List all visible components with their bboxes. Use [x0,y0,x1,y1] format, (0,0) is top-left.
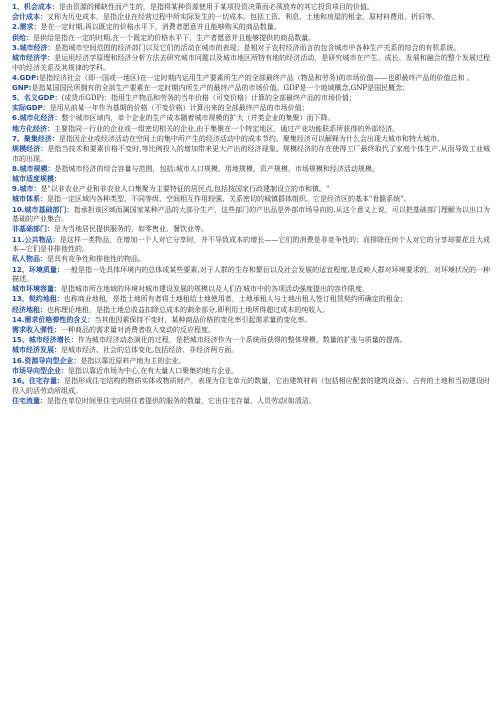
definition-text: 是指因企业或经济活动在空间上的集中所产生的经济活动中的成本节约。聚集经济可以解释为什么会出现大城市和特大城市。 [58,134,444,143]
definition-entry [12,206,490,225]
definition-entry [12,74,490,84]
definition-text: 是指城市所在地域的环境对城市建设发展的规模以及人们在城市中的各项活动强度提出的容许限度。 [61,285,369,294]
definition-text: 主要指同一行业的企业或一组密切相关的企业,由于集聚在一个特定地区，通过产业功能联系所获得的外部经济。 [54,124,400,133]
definition-text: 当其他因素保持不变时，某种商品价格的变化率引起需求量的变化率。 [94,315,312,324]
term-label: 城市环境容量： [12,285,61,294]
term-label: 8.城市规模： [12,164,55,173]
definition-text: 也称理论地租，是指土地总收益扣除总成本的剩余部分,即利用土地所得超过成本的纯收入。 [47,305,330,314]
term-label: 3.城市经济： [12,43,55,52]
definition-text: 是指在单位时间里住宅向居住者提供的服务的数量，它由住宅存量、人员劳动(如清洁、 [47,396,316,405]
definition-entry [12,367,490,377]
definition-text: (或货币GDP)：指用生产物品和劳务的当年价格（可变价格）计算的全部最终产品的市场价值； [61,94,356,103]
definition-text: 作为城市经济动态演化的过程，是把城市经济作为一个系统而获得的整体规模、数量的扩张与质量的提高。 [77,336,407,345]
definition-entry [12,84,490,94]
definition-entry [12,377,490,396]
definition-entry [12,13,490,23]
term-label: 12、环境质量： [12,265,64,274]
definition-entry [12,104,490,114]
definition-entry [12,346,490,356]
definition-entry [12,23,490,33]
definition-text: 是"以非农业产业和非农业人口集聚为主要特征的居民点,包括按国家行政建制设立的市和镇。" [40,185,330,194]
definition-text: 是指一定区域内各种类型、不同等级、空间相互作用较强、关系密切的城镇群体组织。它是经济区的基本"骨骼系统"。 [47,195,411,204]
definition-text: 指承担该区域而属国家某种产品的大部分生产，这些部门的产出品是外部市场导向的.从这个意义上说，可以把基础部门理解为以出口为基础的产业集合。 [12,205,490,224]
term-label: 5、名义GDP： [12,94,62,103]
term-label: 私人物品： [12,255,47,264]
definition-entry [12,185,490,195]
term-label: 9.城市： [12,185,41,194]
term-label: 16。住宅存量： [12,376,65,385]
definition-text: 是指当技术和要素价格不变时,等比例投入的增加带来更大产出的经济现象。规模经济的存在使得工厂最终取代了家庭个体生产,从而导致工业城市的出现。 [12,145,491,163]
term-label: 16.资源导向型企业： [12,356,81,365]
term-label: GNP: [12,83,32,92]
definition-text: 是在一定时期,再以既定的价格水平下，消费者愿意并且能够购买的商品数量。 [40,23,281,32]
definition-text: 是用从前某一年作为基期的价格（不变价格）计算出来的全部最终产品的市场价值； [49,104,309,113]
definition-entry [12,54,490,73]
definition-text: 整个城市区域内，单个企业的生产成本随着城市规模的扩大（并类企业的集聚）而下降。 [61,114,335,123]
definition-entry [12,295,490,305]
definition-entry [12,135,490,145]
definition-text: 也称商业地租，是指土地所有者将土地租给土地使用者，土地承租人与土地出租人签订租赁契约所确定的租金； [63,295,407,304]
definition-entry [12,44,490,54]
definition-entry [12,316,490,326]
term-label: 非基础部门： [12,225,54,234]
term-label: 供给： [12,33,33,42]
definition-text: 是指某国国民所拥有的全部生产要素在一定时期内所生产的最终产品的市场价值。GDP是一个地域概念,GNP是国民概念； [31,83,410,92]
definition-entry [12,195,490,205]
definition-entry [12,285,490,295]
term-label: 城市经济学： [12,53,55,62]
definition-text: 是这样一类物品，在增加一个人对它分享时，并不导致成本的增长——它们的消费是非竞争性的；而排除任何个人对它的分享却要花且大成本—它们是非排他性的。 [12,235,490,254]
term-label: 规模经济： [12,145,48,154]
term-label: 会计成本： [12,13,47,22]
term-label: 需求收入弹性： [12,326,61,335]
definition-entry [12,397,490,407]
term-label: 城市适度规模： [12,175,61,183]
definition-text: 是指以靠近原料产地为主的企业。 [80,356,186,365]
definition-entry [12,225,490,235]
term-label: 城市体系： [12,195,47,204]
definition-text: 一般是指一处具体环境内的总体或某些要素,对于人群的生存和繁衍以及社会发展的适宜程度,是反映人群对环境要求的，对环境状况的一种描述。 [12,265,490,284]
definition-entry [12,326,490,336]
definition-entry [12,94,490,104]
definition-text: 是具有竞争性和排他性的物品。 [47,255,145,264]
definition-entry [12,125,490,135]
term-label: 14.需求价格弹性的含义： [12,315,95,324]
definition-entry [12,114,490,124]
term-label: 15、城市经济增长： [12,336,78,345]
term-label: 经济地租： [12,305,47,314]
term-label: 市场导向型企业： [12,366,68,375]
definition-entry [12,266,490,285]
definition-text: 是供给是指在一定的时期,在一个既定的价格水平下，生产者愿意并且能够提供的商品数量。 [33,33,316,42]
definition-entry [12,255,490,265]
term-label: 13、契约地租： [12,295,64,304]
term-label: 实际GDP： [12,104,50,113]
definition-entry [12,336,490,346]
definition-entry [12,34,490,44]
definition-entry [12,145,490,164]
definition-text: 又称为历史成本，是指企业在经营过程中所实际发生的一切成本。包括工资、利息、土地和房屋的租金、原材料费用、折旧等。 [47,13,439,22]
definition-text: 是为当地居民提供服务的，如零售业、餐饮业等。 [54,225,208,234]
definition-text: 是指经济社会（即一国或一地区)在一定时期内运用生产要素所生产的全部最终产品（物品和劳务)的市场价值——也即最终产品的价值总和 。 [39,73,474,82]
term-label: 11.公共物品： [12,235,60,244]
definition-entry [12,357,490,367]
definition-text: 是指形成住宅结构的物质实体或物质财产，表现为住宅单元的数量，它由建筑材料（包括相应配套的建筑设备）、占有的土地和当初建设时投入的活劳动所组成。 [12,376,490,395]
definition-text: 是运用经济学原理和经济分析方法去研究城市问题以及城市地区所特有地的经济活动，是研究城市在产生、成长、发展和融合的整个发展过程中的经济关系及其规律的学科。 [12,53,491,72]
definition-entry [12,165,490,175]
term-label: 6.城市化经济： [12,114,62,123]
definition-entry [12,3,490,13]
definition-text: 是指城市空间范围的经济部门以及它们的活动在城市的表现；是相对于农村经济而言的包含城市中各种生产关系的综合的有机系统。 [54,43,461,52]
term-label: 城市经济发展： [12,346,61,355]
definition-text: 是由资源的稀缺性而产生的，是指将某种资源使用于某项投资决策而必须放弃的其它投资项目的价值。 [58,3,374,11]
term-label: 10.城市基础部门： [12,205,74,214]
definition-text: 是指以靠近市场为中心,在有大量人口聚集的地方企业。 [68,366,239,375]
term-label: 2.需求： [12,23,41,32]
term-label: 住宅流量： [12,396,47,405]
definition-text: 是指城市经济的综合容量与范围，包括:城市人口规模、用地规模、资产规模、市场规模和经济活动规模。 [54,164,379,173]
term-label: 4.GDP: [12,73,40,82]
term-label: 地方化经济： [12,124,54,133]
definition-entry [12,175,490,185]
definition-text: 一种商品的需求量对消费者收入变动的反应程度。 [61,326,215,335]
term-label: 1、机会成本： [12,3,59,11]
definition-entry [12,306,490,316]
term-label: 7、聚集经济： [12,134,59,143]
definition-text: 是城市经济、社会的总体变化,包括经济、非经济两方面。 [61,346,239,355]
definition-entry [12,236,490,255]
